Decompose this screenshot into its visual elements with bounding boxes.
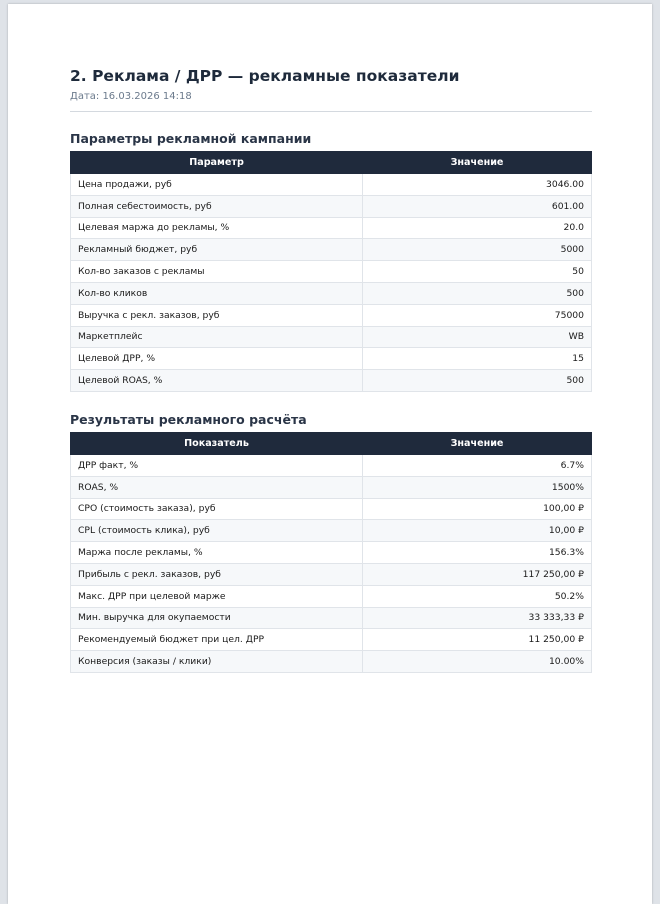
row-label: Прибыль с рекл. заказов, руб [71,563,363,585]
row-value: 156.3% [363,542,592,564]
row-label: Выручка с рекл. заказов, руб [71,304,363,326]
report-content [70,66,592,673]
row-label: ДРР факт, % [71,454,363,476]
row-label: Целевой ROAS, % [71,370,363,392]
report-date: Дата: 16.03.2026 14:18 [70,91,192,102]
params-section-title: Параметры рекламной кампании [70,131,312,146]
row-label: Маржа после рекламы, % [71,542,363,564]
row-value: 117 250,00 ₽ [363,563,592,585]
row-value: 100,00 ₽ [363,498,592,520]
table-row [71,498,592,520]
title-divider [70,111,592,112]
row-value: 1500% [363,476,592,498]
row-label: CPO (стоимость заказа), руб [71,498,363,520]
document-page [8,4,652,904]
table-row [71,348,592,370]
table-row [71,261,592,283]
row-label: Кол-во заказов с рекламы [71,261,363,283]
row-value: 15 [363,348,592,370]
row-label: Целевой ДРР, % [71,348,363,370]
table-row [71,239,592,261]
row-value: 10,00 ₽ [363,520,592,542]
row-value: 10.00% [363,651,592,673]
row-value: 11 250,00 ₽ [363,629,592,651]
row-value: 50.2% [363,585,592,607]
row-value: WB [363,326,592,348]
row-value: 6.7% [363,454,592,476]
table-row [71,304,592,326]
table-row [71,542,592,564]
row-value: 50 [363,261,592,283]
params-header-row [71,152,592,174]
row-label: ROAS, % [71,476,363,498]
results-table [70,432,592,673]
table-row [71,629,592,651]
row-value: 601.00 [363,195,592,217]
table-row [71,585,592,607]
table-row [71,217,592,239]
row-label: Мин. выручка для окупаемости [71,607,363,629]
params-header-param: Параметр [71,152,363,174]
row-label: Кол-во кликов [71,282,363,304]
params-table-body [71,174,592,392]
row-value: 500 [363,370,592,392]
table-row [71,282,592,304]
row-value: 3046.00 [363,174,592,196]
results-header-row [71,432,592,454]
params-table [70,151,592,392]
results-header-indicator: Показатель [71,432,363,454]
row-label: Рекомендуемый бюджет при цел. ДРР [71,629,363,651]
row-value: 75000 [363,304,592,326]
table-row [71,563,592,585]
table-row [71,326,592,348]
row-label: Целевая маржа до рекламы, % [71,217,363,239]
results-table-body [71,454,592,672]
row-label: Полная себестоимость, руб [71,195,363,217]
row-label: Маркетплейс [71,326,363,348]
row-label: Рекламный бюджет, руб [71,239,363,261]
table-row [71,370,592,392]
table-row [71,520,592,542]
row-label: Конверсия (заказы / клики) [71,651,363,673]
params-header-value: Значение [363,152,592,174]
row-label: Цена продажи, руб [71,174,363,196]
report-title: 2. Реклама / ДРР — рекламные показатели [70,67,460,85]
results-header-value: Значение [363,432,592,454]
table-row [71,651,592,673]
row-value: 20.0 [363,217,592,239]
table-row [71,195,592,217]
table-row [71,454,592,476]
row-label: Макс. ДРР при целевой марже [71,585,363,607]
row-label: CPL (стоимость клика), руб [71,520,363,542]
row-value: 5000 [363,239,592,261]
results-section-title: Результаты рекламного расчёта [70,411,307,427]
table-row [71,476,592,498]
row-value: 500 [363,282,592,304]
table-row [71,607,592,629]
row-value: 33 333,33 ₽ [363,607,592,629]
table-row [71,174,592,196]
